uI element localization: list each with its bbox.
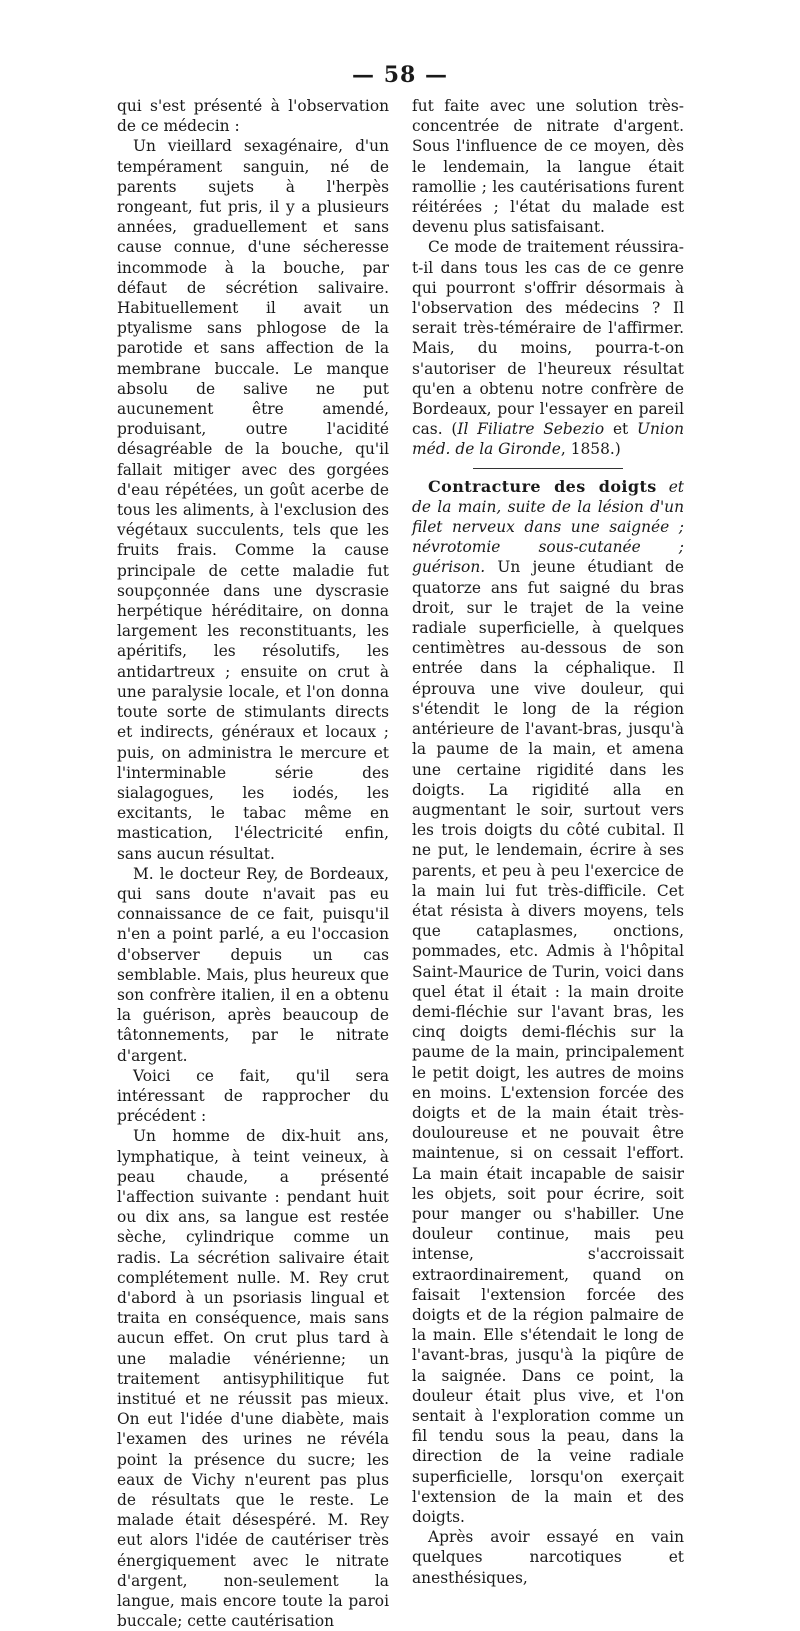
paragraph: M. le docteur Rey, de Bordeaux, qui sans doute n'avait pas eu connaissance de ce fait, puisqu'il n'en a point parlé, a eu l'occasion d'observer depuis un cas semblable. Mais, plus heureux que son confrère italien, il en a obtenu la guérison, après beaucoup de tâtonnements, par le nitrate d'argent. — [117, 864, 389, 1065]
paragraph — [412, 237, 684, 459]
left-column — [117, 96, 389, 1631]
right-column — [412, 96, 684, 1588]
section-title: Contracture des doigts — [428, 476, 657, 496]
paragraph-text: Un jeune étudiant de quatorze ans fut saigné du bras droit, sur le trajet de la veine radiale superficielle, à quelques centimètres au-dessous de son entrée dans la céphalique. Il éprouva une vive douleur, qui s'étendit le long de la région antérieure de l'avant-bras, jusqu'à la paume de la main, et amena une certaine rigidité dans les doigts. La rigidité alla en augmentant le soir, surtout vers les trois doigts du côté cubital. Il ne put, le lendemain, écrire à ses parents, et peu à peu l'exercice de la main lui fut très-difficile. Cet état résista à divers moyens, tels que cataplasmes, onctions, pommades, etc. Admis à l'hôpital Saint-Maurice de Turin, voici dans quel état il était : la main droite demi-fléchie sur l'avant bras, les cinq doigts demi-fléchis sur la paume de la main, principalement le petit doigt, les autres de moins en moins. L'extension forcée des doigts et de la main était très-douloureuse et ne pouvait être maintenue, si on cessait l'effort. La main était incapable de saisir les objets, soit pour écrire, soit pour manger ou s'habiller. Une douleur continue, mais peu intense, s'accroissait extraordinairement, quand on faisait l'extension forcée des doigts et de la région palmaire de la main. Elle s'étendait le long de l'avant-bras, jusqu'à la piqûre de la saignée. Dans ce point, la douleur était plus vive, et l'on sentait à l'exploration comme un fil tendu sous la peau, dans la direction de la veine radiale superficielle, lorsqu'on exerçait l'extension de la main et des doigts. — [412, 558, 684, 1527]
section-subtitle: et de la main, suite de la lésion d'un filet nerveux dans une saignée ; névrotomie sous-cutanée ; guérison. — [412, 477, 684, 577]
section-divider — [473, 468, 623, 469]
paragraph: Après avoir essayé en vain quelques narcotiques et anesthésiques, — [412, 1528, 684, 1587]
paragraph: qui s'est présenté à l'observation de ce médecin : — [117, 97, 389, 136]
paragraph: Un vieillard sexagénaire, d'un tempérament sanguin, né de parents sujets à l'herpès rongeant, fut pris, il y a plusieurs années, graduellement et sans cause connue, d'une sécheresse incommode à la bouche, par défaut de sécrétion salivaire. Habituellement il avait un ptyalisme sans phlogose de la parotide et sans affection de la membrane buccale. Le manque absolu de salive ne put aucunement être amendé, produisant, outre l'acidité désagréable de la bouche, qu'il fallait mitiger avec des gorgées d'eau répétées, un goût acerbe de tous les aliments, à l'exclusion des végétaux succulents, tels que les fruits frais. Comme la cause principale de cette maladie fut soupçonnée dans une dyscrasie herpétique héréditaire, on donna largement les reconstituants, les apéritifs, les résolutifs, les antidartreux ; ensuite on crut à une paralysie locale, et l'on donna toute sorte de stimulants directs et indirects, généraux et locaux ; puis, on administra le mercure et l'interminable série des sialagogues, les iodés, les excitants, le tabac même en mastication, l'électricité enfin, sans aucun résultat. — [117, 137, 389, 863]
paragraph: Voici ce fait, qu'il sera intéressant de rapprocher du précédent : — [117, 1066, 389, 1126]
page-number: — 58 — — [352, 62, 448, 88]
citation-source: Union méd. de la Gironde — [412, 420, 685, 459]
citation-source: Il Filiatre Sebezio — [457, 420, 605, 439]
paragraph-text: Ce mode de traitement réussira-t-il dans tous les cas de ce genre qui pourront s'offrir désormais à l'observation des médecins ? Il serait très-téméraire de l'affirmer. Mais, du moins, pourra-t-on s'autoriser de l'heureux résultat qu'en a obtenu notre confrère de Bordeaux, pour l'essayer en pareil cas. — [412, 238, 684, 439]
citation-open: ( — [442, 420, 458, 439]
citation-close: , 1858.) — [560, 440, 621, 459]
citation-and: et — [604, 420, 638, 439]
paragraph: Un homme de dix-huit ans, lymphatique, à teint veineux, à peau chaude, a présenté l'affection suivante : pendant huit ou dix ans, sa langue est restée sèche, cylindrique comme un radis. La sécrétion salivaire était complétement nulle. M. Rey crut d'abord à un psoriasis lingual et traita en conséquence, mais sans aucun effet. On crut plus tard à une maladie vénérienne; un traitement antisyphilitique fut institué et ne réussit pas mieux. On eut l'idée d'une diabète, mais l'examen des urines ne révéla point la présence du sucre; les eaux de Vichy n'eurent pas plus de résultats que le reste. Le malade était désespéré. M. Rey eut alors l'idée de cautériser très énergiquement avec le nitrate d'argent, non-seulement la langue, mais encore toute la paroi buccale; cette cautérisation — [117, 1127, 389, 1631]
paragraph — [412, 477, 684, 1528]
paragraph: fut faite avec une solution très-concentrée de nitrate d'argent. Sous l'influence de ce moyen, dès le lendemain, la langue était ramollie ; les cautérisations furent réitérées ; l'état du malade est devenu plus satisfaisant. — [412, 97, 684, 237]
